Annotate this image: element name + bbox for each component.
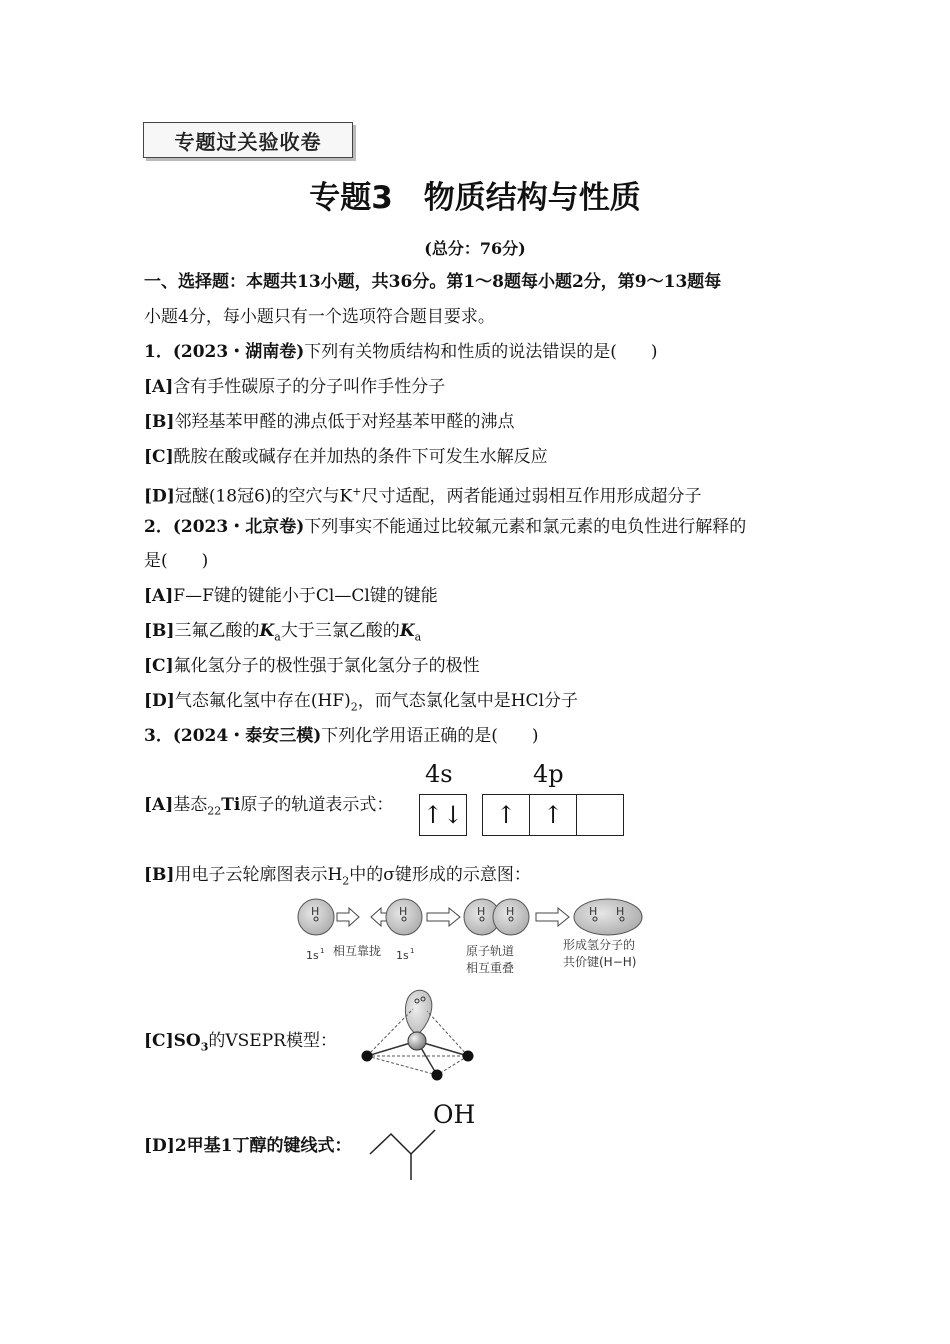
orbital-4p-label: 4p xyxy=(533,760,564,788)
orbital-cell: ↑ xyxy=(483,795,530,835)
carbon-chain xyxy=(370,1130,435,1154)
so3-vsepr-model xyxy=(355,985,480,1085)
arrow-right-icon xyxy=(337,908,359,926)
q3-option-c: $[C]SO_3$的VSEPR模型： xyxy=(144,1031,337,1054)
q1-option-d: [D]冠醚(18冠6)的空穴与K+尺寸适配，两者能通过弱相互作用形成超分子 xyxy=(144,485,702,507)
ligand-atom xyxy=(432,1070,443,1081)
q1-option-c: [C]酰胺在酸或碱存在并加热的条件下可发生水解反应 xyxy=(144,447,548,467)
h-label: H xyxy=(616,905,625,918)
caption-sup: 1 xyxy=(410,947,415,955)
orbital-cell xyxy=(577,795,623,835)
ligand-atom xyxy=(463,1051,474,1062)
question-2-stem-cont: 是( ) xyxy=(144,551,209,571)
q2-option-b: [B]三氟乙酸的$K_a$大于三氯乙酸的$K_a$ xyxy=(144,621,422,644)
skeletal-formula xyxy=(365,1098,480,1188)
total-score: (总分：76分) xyxy=(424,239,526,258)
question-stem: 下列有关物质结构和性质的说法错误的是( ) xyxy=(304,342,658,362)
hydroxyl-label: OH xyxy=(433,1100,476,1129)
h2-molecule-orbital xyxy=(574,899,642,935)
h2-sigma-bond-diagram xyxy=(290,893,660,978)
central-atom xyxy=(408,1032,426,1050)
h-label: H xyxy=(311,905,320,918)
question-3 xyxy=(144,725,539,747)
h-label: H xyxy=(589,905,598,918)
arrow-right-icon xyxy=(536,908,569,926)
q3-option-a: [A]基态$_{22}$Ti原子的轨道表示式： xyxy=(144,795,394,818)
orbital-cell: ↑ xyxy=(530,795,577,835)
q2-option-c: [C]氟化氢分子的极性强于氯化氢分子的极性 xyxy=(144,656,480,676)
caption-bond-1: 形成氢分子的 xyxy=(563,938,636,952)
question-stem: 下列化学用语正确的是( ) xyxy=(321,726,539,746)
question-number: 1． xyxy=(144,342,173,362)
question-number: 2． xyxy=(144,517,173,537)
question-source: (2023・北京卷) xyxy=(172,517,305,537)
q2-option-a: [A]F—F键的键能小于Cl—Cl键的键能 xyxy=(144,586,438,606)
h-label: H xyxy=(399,905,408,918)
h-label: H xyxy=(506,905,515,918)
q2-option-d: [D]气态氟化氢中存在$(HF)_2$，而气态氯化氢中是HCl分子 xyxy=(144,691,579,714)
question-source: (2023・湖南卷) xyxy=(172,342,305,362)
caption-1s-right: 1s xyxy=(396,949,409,962)
question-source: (2024・泰安三模) xyxy=(172,726,322,746)
question-1 xyxy=(144,341,658,363)
section-heading-line1: 一、选择题：本题共13小题，共36分。第1～8题每小题2分，第9～13题每 xyxy=(144,272,722,292)
page-title: 专题3 物质结构与性质 xyxy=(309,180,641,216)
caption-1s-left: 1s xyxy=(306,949,319,962)
q3-option-b: [B]用电子云轮廓图表示$H_2$中的σ键形成的示意图： xyxy=(144,865,531,888)
orbital-4p-box xyxy=(482,794,624,836)
banner: 专题过关验收卷 xyxy=(143,122,353,158)
orbital-4s-label: 4s xyxy=(425,760,453,788)
orbital-4s-box xyxy=(419,794,467,836)
question-2 xyxy=(144,516,746,538)
caption-overlap-1: 原子轨道 xyxy=(466,944,515,958)
q1-option-a: [A]含有手性碳原子的分子叫作手性分子 xyxy=(144,377,446,397)
q1-option-b: [B]邻羟基苯甲醛的沸点低于对羟基苯甲醛的沸点 xyxy=(144,412,515,432)
h-label: H xyxy=(477,905,486,918)
caption-overlap-2: 相互重叠 xyxy=(466,961,515,975)
section-heading-line2: 小题4分，每小题只有一个选项符合题目要求。 xyxy=(144,307,495,327)
q3-option-d: [D]2甲基1丁醇的键线式： xyxy=(144,1136,352,1156)
arrow-right-icon xyxy=(427,908,460,926)
caption-sup: 1 xyxy=(320,947,325,955)
question-stem: 下列事实不能通过比较氟元素和氯元素的电负性进行解释的 xyxy=(304,517,747,537)
caption-approach: 相互靠拢 xyxy=(333,944,382,958)
ligand-atom xyxy=(362,1051,373,1062)
question-number: 3． xyxy=(144,726,173,746)
orbital-cell: ↑↓ xyxy=(422,801,464,829)
caption-bond-2: 共价键(H−H) xyxy=(563,955,637,969)
